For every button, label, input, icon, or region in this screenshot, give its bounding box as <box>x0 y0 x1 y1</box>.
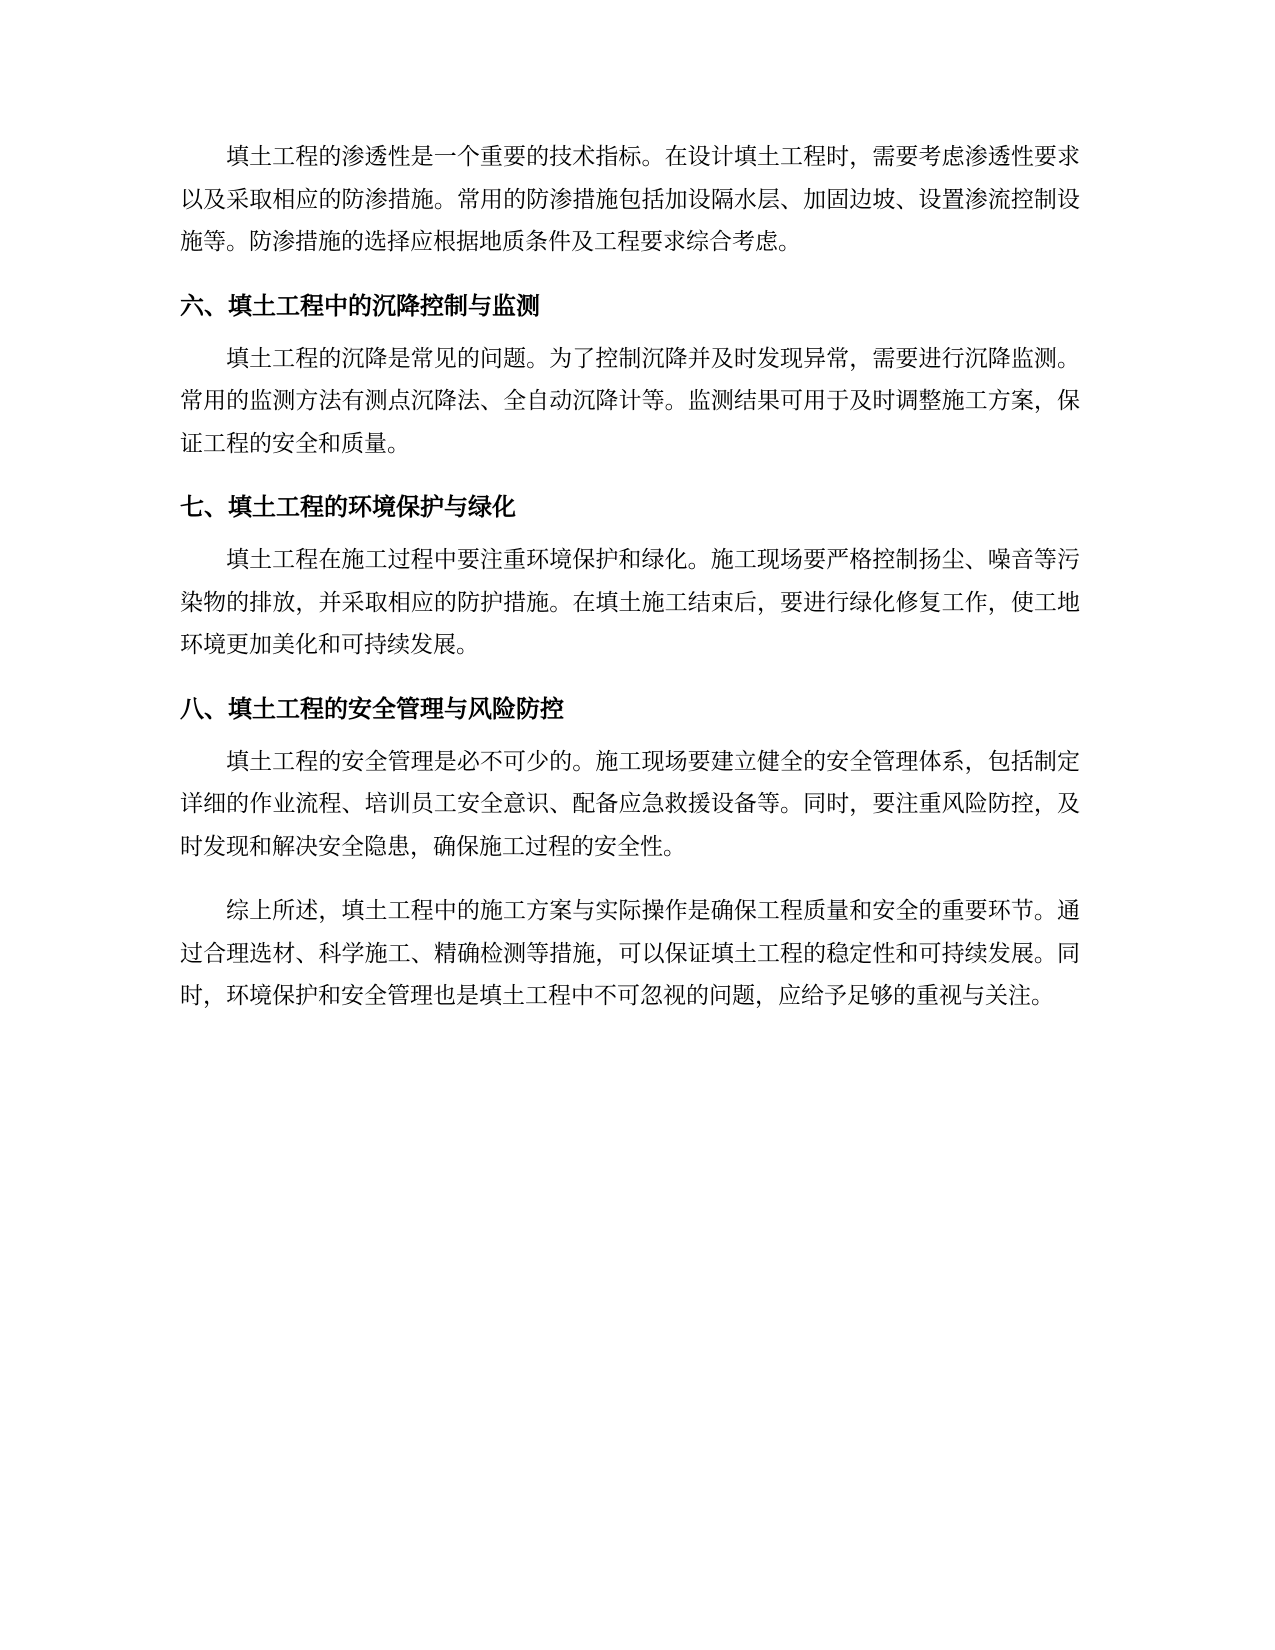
paragraph-environment: 填土工程在施工过程中要注重环境保护和绿化。施工现场要严格控制扬尘、噪音等污染物的排放，并采取相应的防护措施。在填土施工结束后，要进行绿化修复工作，使工地环境更加美化和可持续发展。 <box>180 547 1080 658</box>
paragraph-safety: 填土工程的安全管理是必不可少的。施工现场要建立健全的安全管理体系，包括制定详细的作业流程、培训员工安全意识、配备应急救援设备等。同时，要注重风险防控，及时发现和解决安全隐患，确保施工过程的安全性。 <box>180 748 1080 860</box>
paragraph-permeability: 填土工程的渗透性是一个重要的技术指标。在设计填土工程时，需要考虑渗透性要求以及采取相应的防渗措施。常用的防渗措施包括加设隔水层、加固边坡、设置渗流控制设施等。防渗措施的选择应根据地质条件及工程要求综合考虑。 <box>180 144 1080 255</box>
paragraph-conclusion: 综上所述，填土工程中的施工方案与实际操作是确保工程质量和安全的重要环节。通过合理选材、科学施工、精确检测等措施，可以保证填土工程的稳定性和可持续发展。同时，环境保护和安全管理也是填土工程中不可忽视的问题，应给予足够的重视与关注。 <box>180 898 1080 1009</box>
section-heading-settlement: 六、填土工程中的沉降控制与监测 <box>180 291 540 320</box>
section-heading-environment: 七、填土工程的环境保护与绿化 <box>180 493 516 521</box>
paragraph-settlement: 填土工程的沉降是常见的问题。为了控制沉降并及时发现异常，需要进行沉降监测。常用的监测方法有测点沉降法、全自动沉降计等。监测结果可用于及时调整施工方案，保证工程的安全和质量。 <box>180 345 1080 457</box>
document-page <box>180 136 1080 1018</box>
section-heading-safety: 八、填土工程的安全管理与风险防控 <box>180 694 564 723</box>
